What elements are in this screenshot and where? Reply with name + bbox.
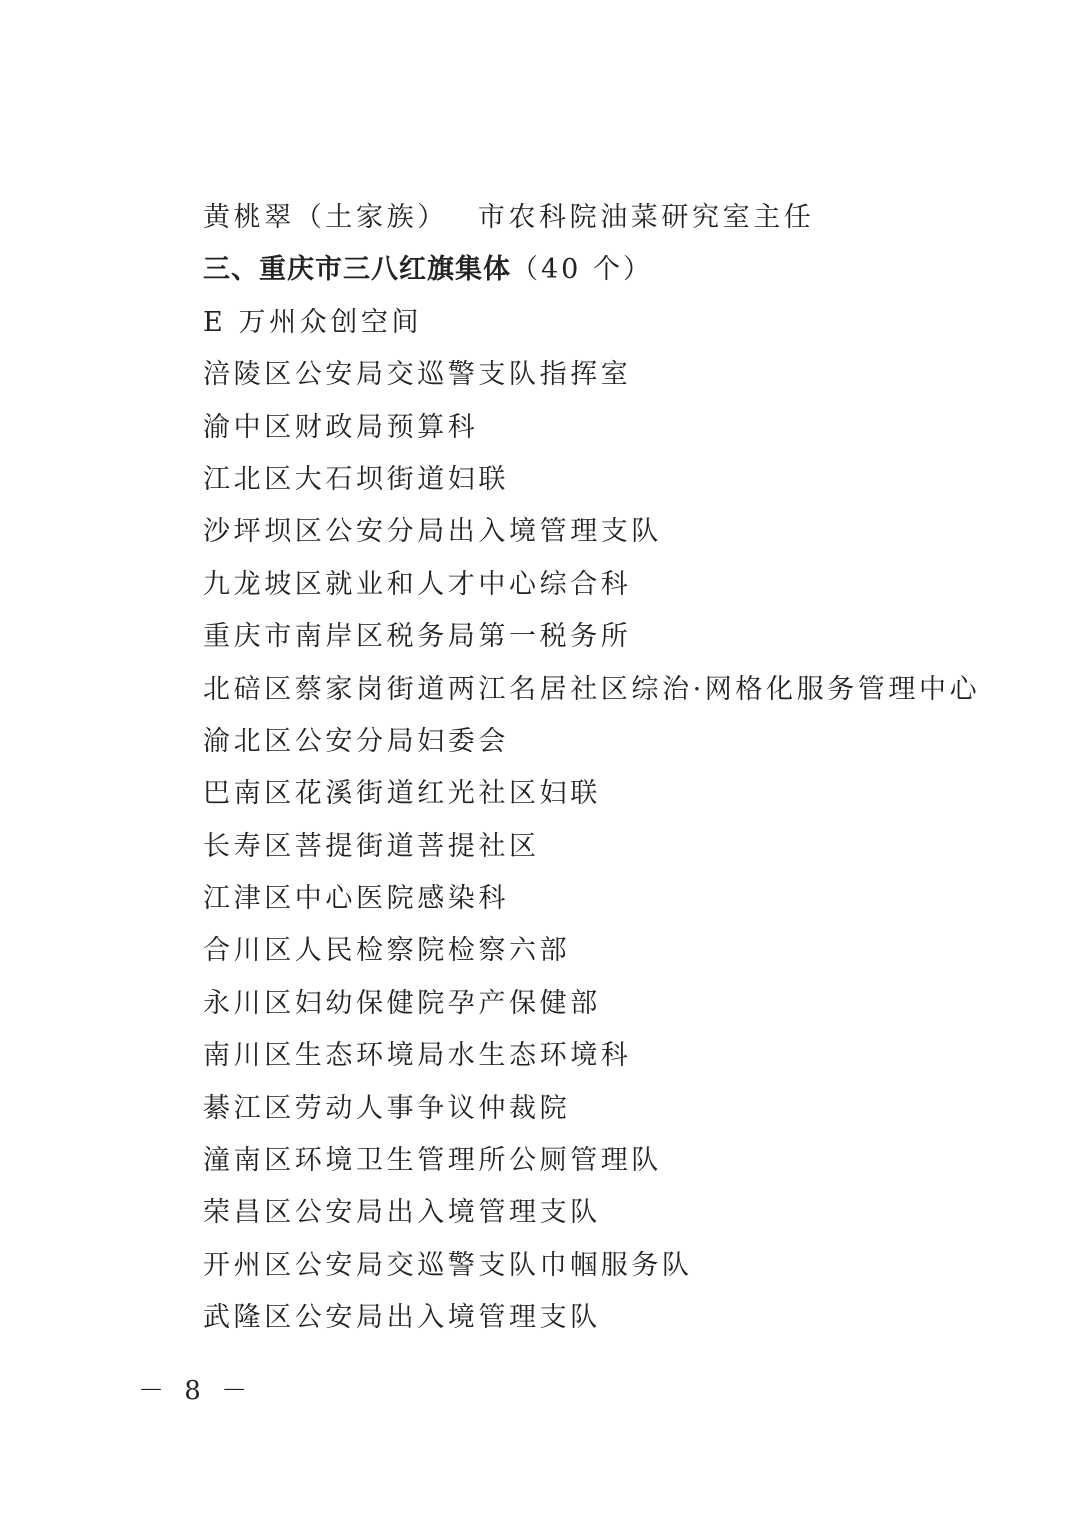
list-item: 巴南区花溪街道红光社区妇联 — [203, 778, 601, 810]
page-content — [203, 192, 1023, 1345]
list-item: 九龙坡区就业和人才中心综合科 — [203, 568, 632, 600]
list-item: 合川区人民检察院检察六部 — [203, 935, 571, 967]
list-item: 武隆区公安局出入境管理支队 — [203, 1302, 601, 1334]
list-item: 重庆市南岸区税务局第一税务所 — [203, 621, 632, 653]
list-item: 渝北区公安分局妇委会 — [203, 725, 509, 757]
honoree-name: 黄桃翠（土家族） — [203, 202, 448, 233]
list-item: 永川区妇幼保健院孕产保健部 — [203, 987, 601, 1019]
list-item: 南川区生态环境局水生态环境科 — [203, 1040, 632, 1072]
list-item: 潼南区环境卫生管理所公厕管理队 — [203, 1145, 662, 1177]
list-item: E 万州众创空间 — [203, 306, 423, 338]
honoree-title: 市农科院油菜研究室主任 — [477, 202, 815, 233]
section-heading-count: （40 个） — [511, 254, 653, 286]
list-item: 綦江区劳动人事争议仲裁院 — [203, 1092, 571, 1124]
list-item: 渝中区财政局预算科 — [203, 411, 479, 443]
list-item: 江津区中心医院感染科 — [203, 883, 509, 915]
honoree-line — [203, 192, 1023, 244]
section-heading-title: 三、重庆市三八红旗集体 — [203, 254, 511, 286]
list-item: 江北区大石坝街道妇联 — [203, 463, 509, 495]
list-item: 涪陵区公安局交巡警支队指挥室 — [203, 359, 632, 391]
list-item: 长寿区菩提街道菩提社区 — [203, 830, 540, 862]
list-item: 沙坪坝区公安分局出入境管理支队 — [203, 516, 662, 548]
list-item: 荣昌区公安局出入境管理支队 — [203, 1197, 601, 1229]
section-heading — [203, 244, 1023, 296]
page-number: － 8 － — [138, 1376, 254, 1406]
list-item: 北碚区蔡家岗街道两江名居社区综治·网格化服务管理中心 — [203, 673, 981, 705]
list-item: 开州区公安局交巡警支队巾帼服务队 — [203, 1249, 693, 1281]
